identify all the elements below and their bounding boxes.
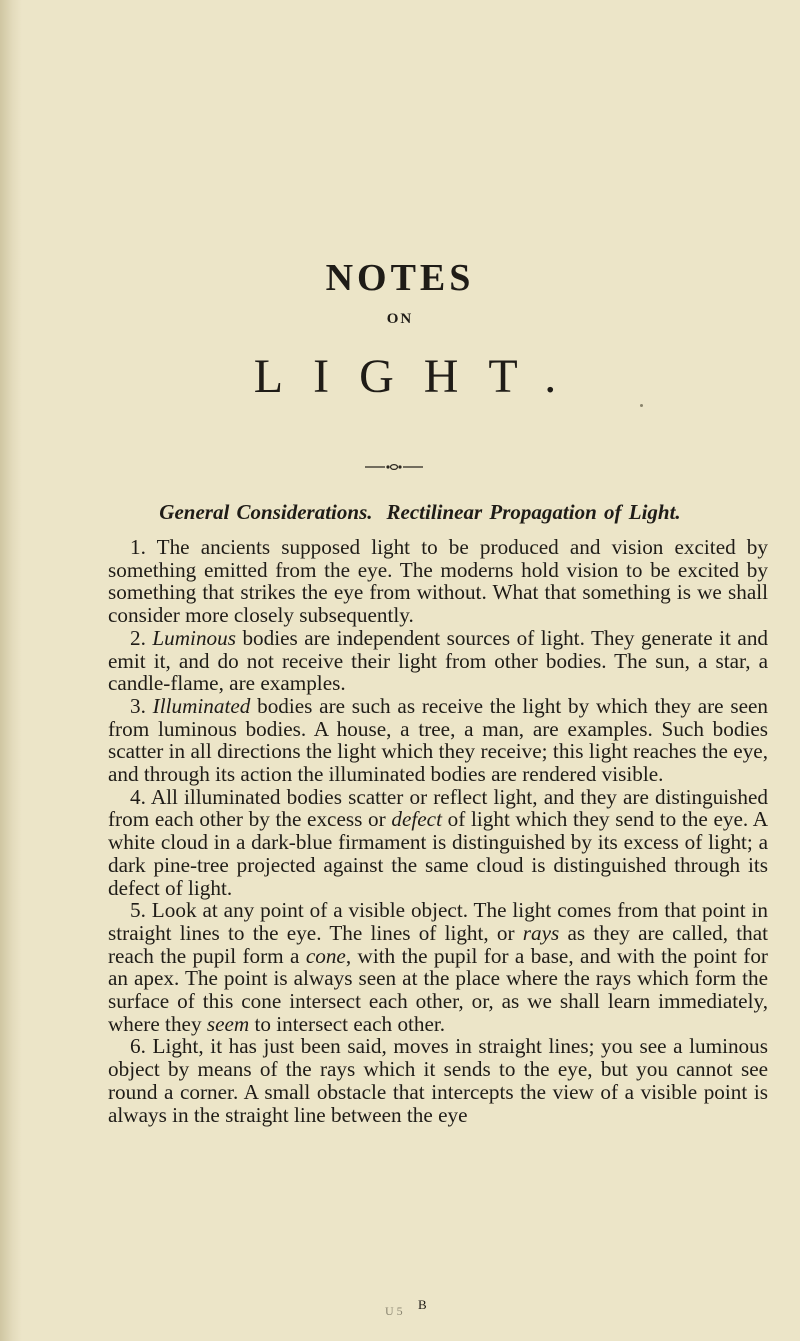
page-binding-edge — [0, 0, 22, 1341]
paragraph-2-text: bodies are independent sources of light. They generate it and emit it, and do not receive their light from other bodies. The sun, a star, a candle-flame, are examples. — [108, 625, 769, 696]
ornament-rule-icon — [365, 462, 425, 472]
heading-notes: NOTES — [325, 257, 475, 299]
paragraph-4-text-start: 4. All illuminated bodies scatter or reflect light, and they are distinguished from each other by the excess or — [108, 784, 768, 832]
signature-mark: B — [418, 1297, 427, 1312]
paragraph-2 — [108, 627, 768, 695]
paragraph-5-text-mid2: , with the pupil for a base, and with the point for an apex. The point is always seen at the place where the rays which form the surface of this cone intersect each other, or, as we shall learn immediately, where they — [108, 943, 768, 1036]
term-seem: seem — [206, 1011, 250, 1036]
paragraph-6-text: 6. Light, it has just been said, moves in straight lines; you see a luminous object by means of the rays which it sends to the eye, but you cannot see round a corner. A small obstacle that intercepts the view of a visible point is always in the straight line between the eye — [108, 1034, 768, 1127]
term-luminous: Luminous — [152, 625, 236, 650]
paragraph-5-text-start: 5. Look at any point of a visible object. The light comes from that point in straight lines to the eye. The lines of light, or — [108, 898, 768, 945]
term-rays: rays — [522, 920, 560, 945]
paragraph-5-text-end: to intersect each other. — [249, 1011, 446, 1036]
term-defect: defect — [391, 807, 442, 832]
paper-speck — [640, 404, 643, 407]
paragraph-3 — [108, 695, 768, 786]
paragraph-1-text: 1. The ancients supposed light to be produced and vision excited by something emitted from the eye. The moderns hold vision to be excited by something that strikes the eye from without. What that something is we shall consider more closely subsequently. — [108, 535, 768, 628]
term-cone: cone — [305, 943, 346, 968]
paragraph-6 — [108, 1035, 768, 1126]
paragraph-3-number: 3. — [130, 693, 153, 718]
paragraph-1 — [108, 536, 768, 627]
margin-mark: U 5 — [385, 1304, 403, 1318]
subtitle-general: General Considerations. — [159, 500, 373, 524]
section-subtitle — [60, 500, 780, 525]
paragraph-4 — [108, 786, 768, 900]
paragraph-5-text-mid1: as they are called, that reach the pupil form a — [108, 920, 769, 968]
body-text — [108, 536, 768, 1126]
term-illuminated: Illuminated — [152, 693, 251, 718]
subtitle-rectilinear: Rectilinear Propagation of Light. — [386, 500, 681, 524]
heading-on: ON — [386, 311, 414, 327]
paragraph-4-text-end: of light which they send to the eye. A white cloud in a dark-blue firmament is distinguished by its excess of light; a dark pine-tree projected against the same cloud is distinguished through its defect of light. — [108, 807, 768, 900]
paragraph-3-text: bodies are such as receive the light by which they are seen from luminous bodies. A house, a tree, a man, are examples. Such bodies scatter in all directions the light which they receive; this light reaches the eye, and through its action the illuminated bodies are rendered visible. — [108, 693, 768, 787]
heading-light: LIGHT. — [253, 350, 587, 403]
paragraph-2-number: 2. — [130, 625, 153, 650]
paragraph-5 — [108, 899, 768, 1035]
